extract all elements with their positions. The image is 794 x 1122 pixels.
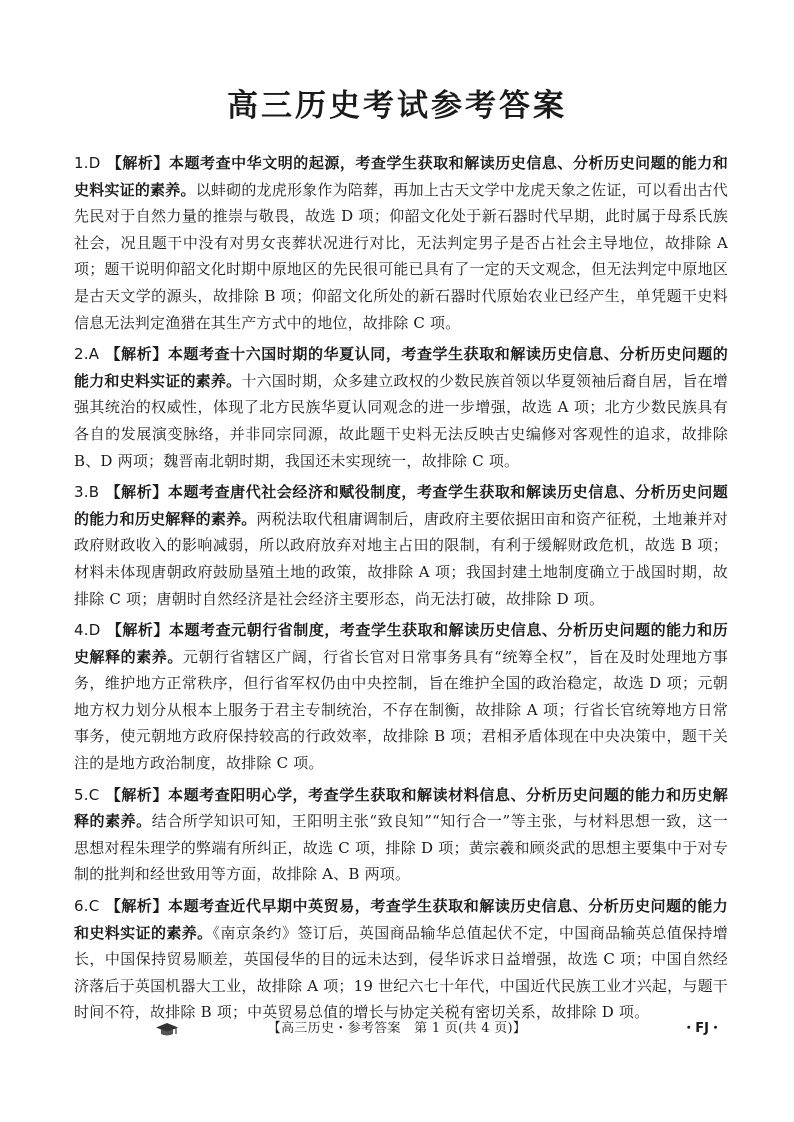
answer-body: 以蚌砌的龙虎形象作为陪葬，再加上古天文学中龙虎天象之佐证，可以看出古代先民对于自然力量的推崇与敬畏，故选 D 项；仰韶文化处于新石器时代早期，此时属于母系氏族社会，况且题干中没有对男女丧葬状况进行对比，无法判定男子是否占社会主导地位，故排除 A 项；题干说明仰韶文化时期中原地区的先民很可能已具有了一定的天文观念，但无法判定中原地区是古天文学的源头，故排除 B 项；仰韶文化所处的新石器时代原始农业已经产生，单凭题干史料信息无法判定渔猎在其生产方式中的地位，故排除 C 项。 [74,180,728,332]
answer-choice: D [88,154,101,172]
answer-choice: C [88,897,100,916]
page-footer [0,1020,794,1040]
answer-intro: 本题考查唐代社会经济和赋役制度，考查学生获取和解读历史信息、分析历史问题的能力和历史解释的素养。 [74,483,728,528]
answer-body: 元朝行省辖区广阔，行省长官对日常事务具有“统筹全权”，旨在及时处理地方事务，维护地方正常秩序，但行省军权仍由中央控制，旨在维护全国的政治稳定，故选 D 项；元朝地方权力划分从根本上服务于君主专制统治，不存在制衡，故排除 A 项；行省长官统筹地方日常事务，使元朝地方政府保持较高的行政效率，故排除 B 项；君相矛盾体现在中央决策中，题干关注的是地方政治制度，故排除 C 项。 [74,647,729,773]
answer-item [74,782,728,888]
answer-number: 2. [74,345,89,364]
answer-item [74,617,728,777]
footer-region-code: ・FJ・ [682,1021,722,1036]
analysis-tag: 【解析】 [106,621,169,640]
answer-body: 两税法取代租庸调制后，唐政府主要依据田亩和资产征税，土地兼并对政府财政收入的影响减弱，所以政府放弃对地主占田的限制，有利于缓解财政危机，故选 B 项；材料未体现唐朝政府鼓励垦殖土地的政策，故排除 A 项；我国封建土地制度确立于战国时期，故排除 C 项；唐朝时自然经济是社会经济主要形态，尚无法打破，故排除 D 项。 [74,509,728,608]
analysis-tag: 【解析】 [105,483,168,502]
analysis-tag: 【解析】 [106,154,169,172]
answer-number: 6. [74,897,89,916]
answer-list [74,150,728,1031]
answer-choice: B [88,483,100,502]
answer-body: 《南京条约》签订后，英国商品输华总值起伏不定，中国商品输英总值保持增长，中国保持贸易顺差，英国侵华的目的远未达到，侵华诉求日益增强，故选 C 项；中国自然经济落后于英国机器大工业，故排除 A 项；19 世纪六七十年代，中国近代民族工业才兴起，与题干时间不符，故排除 B 项；中英贸易总值的增长与协定关税有密切关系，故排除 D 项。 [74,923,728,1022]
answer-number: 3. [74,483,89,502]
footer-page-info: 【高三历史・参考答案 第 1 页(共 4 页)】 [267,1021,527,1036]
answer-choice: D [88,621,101,640]
answer-number: 1. [74,154,89,172]
answer-intro: 本题考查十六国时期的华夏认同，考查学生获取和解读历史信息、分析历史问题的能力和史料实证的素养。 [74,345,728,390]
answer-intro: 本题考查中华文明的起源，考查学生获取和解读历史信息、分析历史问题的能力和史料实证的素养。 [74,154,728,199]
answer-body: 十六国时期，众多建立政权的少数民族首领以华夏领袖后裔自居，旨在增强其统治的权威性，体现了北方民族华夏认同观念的进一步增强，故选 A 项；北方少数民族具有各自的发展演变脉络，并非同宗同源，故此题干史料无法反映古史编修对客观性的追求，故排除 B、D 两项；魏晋南北朝时期，我国还未实现统一，故排除 C 项。 [74,371,729,470]
answer-item [74,150,728,336]
answer-choice: C [88,785,100,804]
answer-number: 5. [74,785,89,804]
answer-intro: 本题考查近代早期中英贸易，考查学生获取和解读历史信息、分析历史问题的能力和史料实证的素养。 [74,897,728,942]
analysis-tag: 【解析】 [105,785,169,804]
page-title: 高三历史考试参考答案 [227,88,567,124]
answer-intro: 本题考查阳明心学，考查学生获取和解读材料信息、分析历史问题的能力和历史解释的素养。 [74,785,728,831]
answer-choice: A [88,345,100,364]
answer-intro: 本题考查元朝行省制度，考查学生获取和解读历史信息、分析历史问题的能力和历史解释的素养。 [74,621,728,666]
answer-item [74,341,728,474]
answer-item [74,479,728,612]
answer-item [74,893,728,1026]
answer-number: 4. [74,621,89,640]
answer-body: 结合所学知识可知，王阳明主张“致良知”“知行合一”等主张，与材料思想一致，这一思想对程朱理学的弊端有所纠正，故选 C 项，排除 D 项；黄宗羲和顾炎武的思想主要集中于对专制的批判和经世致用等方面，故排除 A、B 两项。 [74,812,728,884]
analysis-tag: 【解析】 [105,345,168,364]
analysis-tag: 【解析】 [105,897,169,916]
